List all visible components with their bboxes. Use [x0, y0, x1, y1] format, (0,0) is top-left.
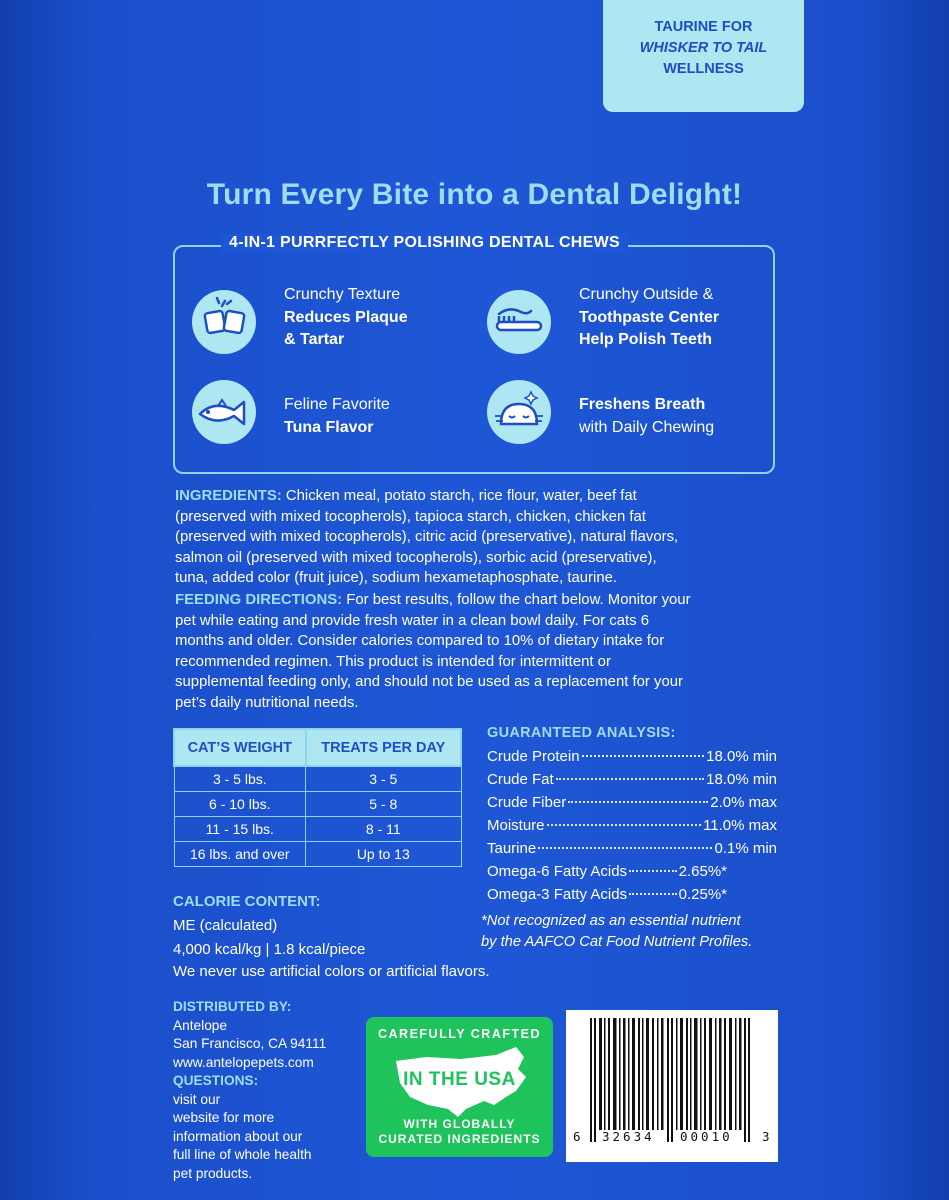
analysis-value: 2.65%* [678, 863, 727, 880]
badge-line-3: WELLNESS [663, 61, 744, 77]
feature-1-line-2: Reduces Plaque [284, 308, 408, 326]
aafco-note-line-2: by the AAFCO Cat Food Nutrient Profiles. [481, 934, 753, 950]
feeding-line: For best results, follow the chart below. Monitor your [342, 592, 691, 608]
analysis-row [487, 748, 777, 770]
usa-badge-top: CAREFULLY CRAFTED [377, 1027, 541, 1041]
dot-leader [629, 870, 677, 872]
table-cell: 6 - 10 lbs. [174, 792, 306, 817]
badge-line-1: TAURINE FOR [654, 19, 753, 35]
analysis-name: Omega-3 Fatty Acids [487, 886, 628, 903]
headline: Turn Every Bite into a Dental Delight! [206, 178, 743, 211]
feature-tuna-flavor [284, 394, 390, 439]
table-cell: 3 - 5 [306, 766, 461, 792]
usa-badge-bottom [366, 1117, 553, 1147]
usa-badge-middle: IN THE USA [403, 1069, 516, 1090]
table-cell: 8 - 11 [306, 817, 461, 842]
barcode-digits-right: 00010 [680, 1129, 733, 1144]
feature-3-line-2: Tuna Flavor [284, 418, 374, 436]
ingredients-label: INGREDIENTS: [175, 488, 282, 504]
table-cell: 5 - 8 [306, 792, 461, 817]
usa-badge-bottom-line-2: CURATED INGREDIENTS [378, 1132, 541, 1146]
feature-4-line-1: Freshens Breath [579, 396, 706, 413]
cat-face-icon [487, 380, 551, 444]
badge-line-2: WHISKER TO TAIL [639, 40, 768, 56]
feature-2-line-1: Crunchy Outside & [579, 286, 714, 303]
distributor-label: DISTRIBUTED BY: [173, 999, 292, 1014]
analysis-name: Crude Protein [487, 748, 580, 765]
barcode-digit-check: 3 [762, 1129, 770, 1144]
usa-badge-bottom-line-1: WITH GLOBALLY [403, 1117, 516, 1131]
feature-fresh-breath [579, 394, 714, 439]
questions-line: information about our [173, 1128, 303, 1144]
feature-4-line-2: with Daily Chewing [579, 418, 715, 436]
questions-line: full line of whole health [173, 1147, 312, 1162]
calorie-content [173, 890, 365, 962]
distributor-city: San Francisco, CA 94111 [173, 1036, 327, 1051]
aafco-note-line-1: *Not recognized as an essential nutrient [481, 913, 741, 929]
feature-1-line-3: & Tartar [284, 331, 345, 348]
table-cell: 3 - 5 lbs. [174, 766, 306, 792]
table-row [174, 817, 461, 842]
calorie-values: 4,000 kcal/kg | 1.8 kcal/piece [173, 941, 366, 958]
ingredients-line: tuna, added color (fruit juice), sodium hexametaphosphate, taurine. [175, 570, 618, 586]
ingredients-line: salmon oil (preserved with mixed tocopherols), sorbic acid (preservative), [175, 549, 657, 566]
analysis-name: Omega-6 Fatty Acids [487, 863, 628, 880]
analysis-row [487, 771, 777, 793]
analysis-value: 2.0% max [710, 794, 777, 811]
feeding-label: FEEDING DIRECTIONS: [175, 592, 343, 608]
analysis-title: GUARANTEED ANALYSIS: [487, 725, 676, 741]
tuna-fish-icon [192, 380, 256, 444]
analysis-value: 0.25%* [678, 886, 727, 903]
dot-leader [547, 824, 702, 826]
toothbrush-icon [487, 290, 551, 354]
feature-1-line-1: Crunchy Texture [284, 286, 401, 303]
questions-line: pet products. [173, 1165, 253, 1181]
feature-2-line-3: Help Polish Teeth [579, 331, 713, 348]
analysis-name: Taurine [487, 840, 537, 857]
questions-line: website for more [173, 1110, 275, 1125]
barcode [566, 1010, 778, 1162]
crunchy-chews-icon [192, 290, 256, 354]
analysis-row [487, 886, 727, 908]
ingredients-line: (preserved with mixed tocopherols), citric acid (preservative), natural flavors, [175, 529, 679, 545]
analysis-row [487, 794, 777, 816]
feeding-line: pet while eating and provide fresh water in a clean bowl daily. For cats 6 [175, 612, 649, 629]
barcode-digits-left: 32634 [602, 1129, 655, 1144]
table-row [174, 766, 461, 792]
dot-leader [556, 778, 704, 780]
dot-leader [538, 847, 712, 849]
analysis-row [487, 840, 777, 862]
distributor-name: Antelope [173, 1017, 228, 1033]
feature-2-line-2: Toothpaste Center [579, 308, 720, 326]
aafco-note [481, 911, 752, 953]
feeding-directions [175, 590, 775, 713]
table-row [174, 842, 461, 867]
table-cell: 11 - 15 lbs. [174, 817, 306, 842]
table-header-treats: TREATS PER DAY [306, 729, 461, 766]
analysis-value: 18.0% min [706, 771, 777, 788]
feature-toothpaste-center [579, 284, 719, 352]
dot-leader [629, 893, 677, 895]
barcode-bars [566, 1010, 778, 1162]
calorie-label: CALORIE CONTENT: [173, 893, 321, 910]
analysis-value: 11.0% max [703, 817, 777, 834]
no-artificial-statement: We never use artificial colors or artificial flavors. [173, 963, 490, 980]
analysis-name: Crude Fat [487, 771, 554, 788]
analysis-value: 18.0% min [706, 748, 777, 765]
analysis-row [487, 817, 777, 839]
analysis-row [487, 863, 727, 885]
features-box-title: 4-IN-1 PURRFECTLY POLISHING DENTAL CHEWS [221, 234, 628, 252]
ingredients-line: (preserved with mixed tocopherols), tapioca starch, chicken, chicken fat [175, 508, 646, 525]
feeding-line: recommended regimen. This product is intended for intermittent or [175, 653, 611, 670]
feeding-line: pet’s daily nutritional needs. [175, 694, 359, 711]
analysis-name: Moisture [487, 817, 545, 834]
feeding-line: supplemental feeding only, and should not be used as a replacement for your [175, 674, 683, 690]
made-in-usa-badge [366, 1017, 553, 1157]
table-row [174, 792, 461, 817]
calorie-method: ME (calculated) [173, 917, 278, 934]
feeding-table [173, 728, 462, 867]
table-cell: Up to 13 [306, 842, 461, 867]
distributor-website: www.antelopepets.com [173, 1054, 314, 1070]
questions-line: visit our [173, 1091, 221, 1107]
dot-leader [568, 801, 708, 803]
analysis-value: 0.1% min [714, 840, 777, 857]
table-header-row [174, 729, 461, 766]
feeding-line: months and older. Consider calories compared to 10% of dietary intake for [175, 633, 665, 649]
distributor-info [173, 998, 326, 1183]
taurine-badge [603, 0, 804, 112]
feature-crunchy-texture [284, 284, 408, 352]
feature-3-line-1: Feline Favorite [284, 396, 390, 413]
features-box [173, 245, 775, 474]
barcode-digit-start: 6 [573, 1129, 581, 1144]
ingredients [175, 486, 775, 589]
questions-label: QUESTIONS: [173, 1073, 259, 1088]
dot-leader [582, 755, 705, 757]
table-cell: 16 lbs. and over [174, 842, 306, 867]
ingredients-line: Chicken meal, potato starch, rice flour, water, beef fat [281, 488, 637, 504]
analysis-name: Crude Fiber [487, 794, 567, 811]
table-header-weight: CAT’S WEIGHT [174, 729, 306, 766]
